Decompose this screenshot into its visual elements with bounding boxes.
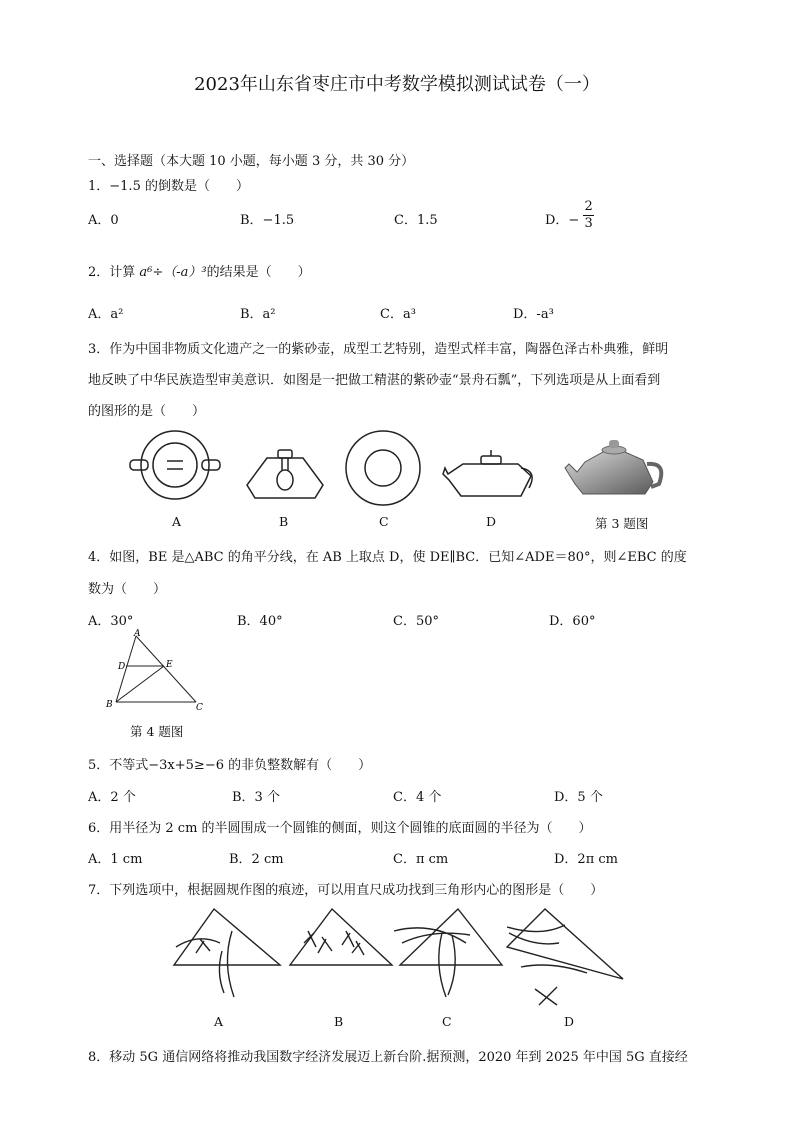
q7-label-c: C xyxy=(442,1014,452,1029)
q1-option-b: B．−1.5 xyxy=(240,213,295,228)
fraction xyxy=(583,199,593,232)
q3-figure-caption: 第 3 题图 xyxy=(595,516,649,531)
q2-option-a: A．a² xyxy=(88,307,124,322)
q6-option-c: C．π cm xyxy=(393,852,449,867)
q3-figure-d xyxy=(443,446,538,506)
page-title: 2023年山东省枣庄市中考数学模拟测试试卷（一） xyxy=(194,74,600,95)
q6-stem: 6．用半径为 2 cm 的半圆围成一个圆锥的侧面，则这个圆锥的底面圆的半径为（ ） xyxy=(88,821,592,836)
q1-option-c: C．1.5 xyxy=(394,213,438,228)
q4-line2: 数为（ ） xyxy=(88,582,167,597)
q1-option-d xyxy=(545,199,594,232)
section-heading: 一、选择题（本大题 10 小题，每小题 3 分，共 30 分） xyxy=(88,154,415,169)
q2-expression: a⁶÷（-a）³ xyxy=(139,265,207,280)
q3-teapot-photo xyxy=(563,432,668,502)
q7-figure-b xyxy=(288,903,403,1003)
q4-line1: 4．如图，BE 是△ABC 的角平分线，在 AB 上取点 D，使 DE∥BC．已知∠ADE＝80°，则∠EBC 的度 xyxy=(88,550,687,565)
q2-option-b: B．a² xyxy=(240,307,276,322)
q1-option-a: A．0 xyxy=(88,213,119,228)
q7-stem: 7．下列选项中，根据圆规作图的痕迹，可以用直尺成功找到三角形内心的图形是（ ） xyxy=(88,883,604,898)
q3-line1: 3．作为中国非物质文化遗产之一的紫砂壶，成型工艺特别，造型式样丰富，陶器色泽古朴典雅，鲜明 xyxy=(88,342,669,357)
q4-option-d: D．60° xyxy=(549,614,596,629)
q2-stem-pre: 2．计算 xyxy=(88,265,140,280)
q4-point-c: C xyxy=(196,703,203,713)
q5-option-a: A．2 个 xyxy=(88,790,136,805)
q4-point-b: B xyxy=(106,700,113,710)
q1-option-d-prefix: D．− xyxy=(545,213,580,228)
q6-option-d: D．2π cm xyxy=(554,852,618,867)
q5-option-d: D．5 个 xyxy=(554,790,603,805)
q7-figure-d xyxy=(505,903,630,1008)
q3-line3: 的图形的是（ ） xyxy=(88,404,206,419)
q3-label-d: D xyxy=(486,514,497,529)
q5-stem: 5．不等式−3x+5≥−6 的非负整数解有（ ） xyxy=(88,758,372,773)
q7-label-b: B xyxy=(334,1014,344,1029)
q1-stem: 1．−1.5 的倒数是（ ） xyxy=(88,179,249,194)
fraction-denominator: 3 xyxy=(584,216,593,231)
q7-figure-a xyxy=(170,903,285,1003)
q4-point-a: A xyxy=(134,629,141,639)
q7-figure-c xyxy=(392,903,507,1003)
q2-stem-post: 的结果是（ ） xyxy=(206,265,311,280)
fraction-numerator: 2 xyxy=(584,199,593,214)
q4-option-c: C．50° xyxy=(393,614,439,629)
q3-line2: 地反映了中华民族造型审美意识．如图是一把做工精湛的紫砂壶“景舟石瓢”，下列选项是从上面看到 xyxy=(88,373,661,388)
q3-label-a: A xyxy=(172,514,182,529)
q3-figure-a xyxy=(125,428,225,508)
q4-point-e: E xyxy=(166,660,173,670)
q6-option-a: A．1 cm xyxy=(88,852,143,867)
q4-point-d: D xyxy=(118,662,126,672)
q7-label-a: A xyxy=(214,1014,224,1029)
q6-option-b: B．2 cm xyxy=(229,852,284,867)
q4-option-a: A．30° xyxy=(88,614,134,629)
q3-figure-c xyxy=(343,430,423,508)
q3-figure-b xyxy=(245,430,325,505)
q5-option-c: C．4 个 xyxy=(393,790,442,805)
q3-label-b: B xyxy=(279,514,289,529)
q3-label-c: C xyxy=(379,514,389,529)
q2-option-d: D．-a³ xyxy=(513,307,554,322)
q2-option-c: C．a³ xyxy=(380,307,416,322)
q4-figure-caption: 第 4 题图 xyxy=(130,724,184,739)
q4-option-b: B．40° xyxy=(237,614,283,629)
q5-option-b: B．3 个 xyxy=(232,790,280,805)
q8-line1: 8．移动 5G 通信网络将推动我国数字经济发展迈上新台阶.据预测，2020 年到 2025 年中国 5G 直接经 xyxy=(88,1050,688,1065)
q7-label-d: D xyxy=(564,1014,575,1029)
q4-triangle-figure xyxy=(104,630,214,715)
q2-stem xyxy=(88,261,311,280)
